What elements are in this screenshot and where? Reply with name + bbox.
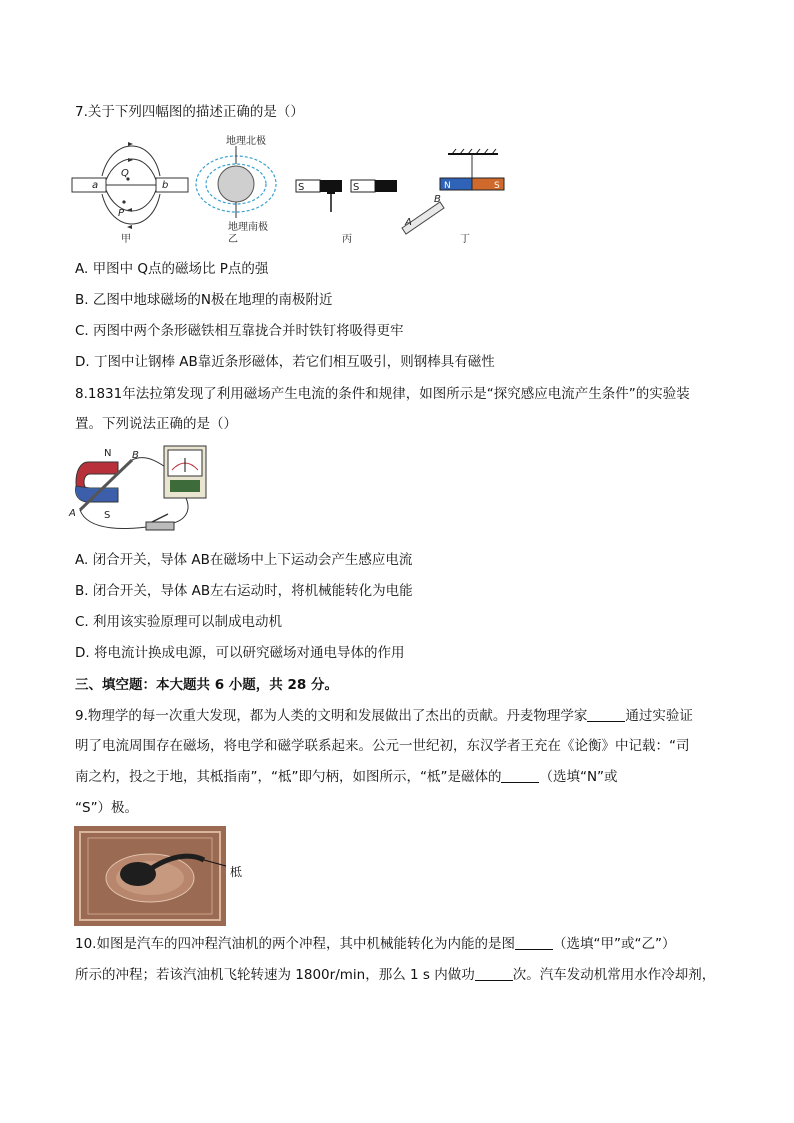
- q8-n-label: N: [104, 448, 112, 459]
- point-a-label: a: [92, 180, 99, 191]
- q8-option-c: C. 利用该实验原理可以制成电动机: [75, 614, 283, 630]
- q10-line2: [75, 965, 715, 985]
- bing-s1-label: S: [298, 182, 305, 193]
- q7-figure: [68, 132, 528, 247]
- figure-bing: [296, 180, 397, 245]
- q8-stem-line2: 置。下列说法正确的是（）: [75, 416, 237, 432]
- figure-ding: [402, 149, 504, 245]
- q9-blank-1[interactable]: [587, 707, 625, 722]
- bing-s2-label: S: [353, 182, 360, 193]
- q9-figure-sinan: [74, 826, 254, 928]
- section-3-title: 三、填空题：本大题共 6 小题，共 28 分。: [75, 677, 338, 693]
- q9-line4: “S”）极。: [75, 800, 139, 816]
- label-ding: 丁: [460, 234, 470, 245]
- q8-option-a: A. 闭合开关，导体 AB在磁场中上下运动会产生感应电流: [75, 552, 413, 568]
- q8-a-label: A: [69, 508, 76, 519]
- q7-stem: 7.关于下列四幅图的描述正确的是（）: [75, 104, 304, 120]
- q8-stem-line1: 8.1831年法拉第发现了利用磁场产生电流的条件和规律，如图所示是“探究感应电流产生条件”的实验装: [75, 386, 690, 402]
- q8-figure: [68, 442, 218, 542]
- point-b-label: b: [162, 180, 169, 191]
- q9-line3: [75, 767, 618, 787]
- q7-option-c: C. 丙图中两个条形磁铁相互靠拢合并时铁钉将吸得更牢: [75, 323, 404, 339]
- q9-line1-a: 9.物理学的每一次重大发现，都为人类的文明和发展做出了杰出的贡献。丹麦物理学家: [75, 708, 588, 724]
- q7-option-a: A. 甲图中 Q点的磁场比 P点的强: [75, 261, 269, 277]
- q9-line1-b: 通过实验证: [625, 708, 693, 724]
- q10-line1-b: （选填“甲”或“乙”）: [552, 936, 676, 952]
- di-label: 柢: [230, 865, 243, 879]
- geo-south-label: 地理南极: [228, 222, 268, 233]
- q7-option-b: B. 乙图中地球磁场的N极在地理的南极附近: [75, 292, 333, 308]
- q9-blank-2[interactable]: [501, 768, 539, 783]
- ding-a-label: A: [405, 217, 412, 228]
- q9-line2: 明了电流周围存在磁场，将电学和磁学联系起来。公元一世纪初，东汉学者王充在《论衡》中记载：“司: [75, 738, 690, 754]
- point-p-label: P: [118, 208, 125, 219]
- q9-line3-a: 南之杓，投之于地，其柢指南”，“柢”即勺柄，如图所示，“柢”是磁体的: [75, 769, 502, 785]
- q10-line1-a: 10.如图是汽车的四冲程汽油机的两个冲程，其中机械能转化为内能的是图: [75, 936, 515, 952]
- label-bing: 丙: [342, 234, 352, 245]
- figure-jia: [72, 142, 188, 245]
- q8-option-d: D. 将电流计换成电源，可以研究磁场对通电导体的作用: [75, 645, 405, 661]
- q8-option-b: B. 闭合开关，导体 AB左右运动时，将机械能转化为电能: [75, 583, 413, 599]
- q10-blank-1[interactable]: [515, 935, 553, 950]
- q9-line1: [75, 706, 693, 726]
- label-yi: 乙: [228, 234, 238, 245]
- point-q-label: Q: [121, 168, 129, 179]
- q10-line1: [75, 934, 675, 954]
- ding-b-label: B: [434, 194, 441, 205]
- geo-north-label: 地理北极: [226, 136, 266, 147]
- ding-s-label: S: [494, 181, 500, 191]
- q7-option-d: D. 丁图中让钢棒 AB靠近条形磁体，若它们相互吸引，则钢棒具有磁性: [75, 354, 495, 370]
- figure-yi: [196, 134, 276, 245]
- q10-line2-b: 次。汽车发动机常用水作冷却剂，: [512, 967, 716, 983]
- q10-line2-a: 所示的冲程；若该汽油机飞轮转速为 1800r/min，那么 1 s 内做功: [75, 967, 475, 983]
- q8-s-label: S: [104, 510, 111, 521]
- label-jia: 甲: [121, 234, 131, 245]
- q10-blank-2[interactable]: [475, 966, 513, 981]
- q9-line3-b: （选填“N”或: [539, 769, 618, 785]
- q8-b-label: B: [132, 450, 139, 461]
- ding-n-label: N: [444, 181, 451, 191]
